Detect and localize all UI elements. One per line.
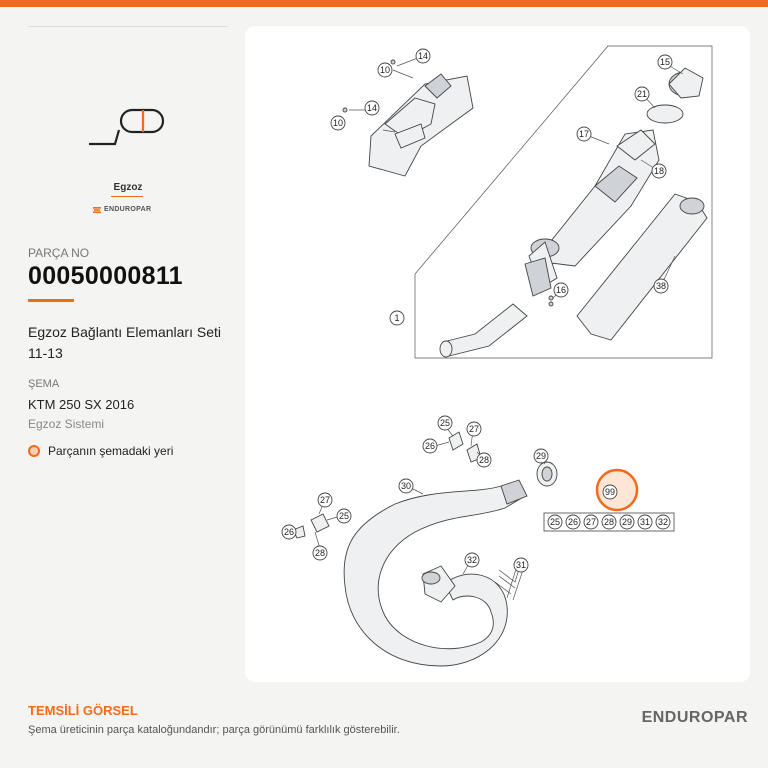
- svg-text:27: 27: [585, 517, 597, 527]
- callout-29[interactable]: [534, 449, 548, 463]
- svg-text:26: 26: [283, 527, 295, 537]
- part-number-underline: [28, 299, 74, 302]
- callout-27b[interactable]: [318, 493, 332, 507]
- svg-text:25: 25: [439, 418, 451, 428]
- callout-18[interactable]: [652, 164, 666, 178]
- bottom-assembly: [282, 416, 674, 666]
- top-assembly: [331, 46, 712, 358]
- exhaust-parts-diagram: [245, 26, 750, 682]
- footer-brand: ENDUROPAR: [641, 709, 748, 726]
- svg-text:26: 26: [567, 517, 579, 527]
- svg-text:28: 28: [478, 455, 490, 465]
- callout-16[interactable]: [554, 283, 568, 297]
- callout-26b[interactable]: [282, 525, 296, 539]
- svg-text:31: 31: [639, 517, 651, 527]
- highlight-marker-icon: [28, 445, 40, 457]
- svg-text:1: 1: [394, 313, 400, 323]
- callout-26a[interactable]: [423, 439, 437, 453]
- callout-10a[interactable]: [378, 63, 392, 77]
- kit-row: [544, 513, 674, 531]
- svg-text:15: 15: [659, 57, 671, 67]
- schema-model: KTM 250 SX 2016: [28, 397, 135, 412]
- kit-callout-27[interactable]: [584, 515, 598, 529]
- callout-17[interactable]: [577, 127, 591, 141]
- callout-27a[interactable]: [467, 422, 481, 436]
- location-legend: [28, 444, 173, 458]
- svg-text:21: 21: [636, 89, 648, 99]
- svg-text:27: 27: [468, 424, 480, 434]
- svg-text:27: 27: [319, 495, 331, 505]
- callout-15[interactable]: [658, 55, 672, 69]
- svg-text:99: 99: [604, 487, 616, 497]
- svg-text:32: 32: [657, 517, 669, 527]
- callout-38[interactable]: [654, 279, 668, 293]
- svg-text:14: 14: [417, 51, 429, 61]
- part-number-label: PARÇA NO: [28, 246, 90, 260]
- callout-10b[interactable]: [331, 116, 345, 130]
- brand-logo-icon: [93, 207, 101, 213]
- highlighted-part-99[interactable]: [597, 470, 637, 510]
- callout-14b[interactable]: [365, 101, 379, 115]
- callout-1[interactable]: [390, 311, 404, 325]
- callout-28b[interactable]: [313, 546, 327, 560]
- svg-text:16: 16: [555, 285, 567, 295]
- part-number: 00050000811: [28, 262, 183, 290]
- svg-text:18: 18: [653, 166, 665, 176]
- svg-text:28: 28: [314, 548, 326, 558]
- callout-30[interactable]: [399, 479, 413, 493]
- svg-text:30: 30: [400, 481, 412, 491]
- kit-callout-32[interactable]: [656, 515, 670, 529]
- svg-text:31: 31: [515, 560, 527, 570]
- parts-diagram-panel: [245, 26, 750, 682]
- kit-callout-29[interactable]: [620, 515, 634, 529]
- exhaust-thumbnail[interactable]: [85, 100, 175, 155]
- kit-callout-26[interactable]: [566, 515, 580, 529]
- svg-text:25: 25: [338, 511, 350, 521]
- footer-note: Şema üreticinin parça kataloğundandır; parça görünümü farklılık gösterebilir.: [28, 724, 400, 736]
- legend-text: Parçanın şemadaki yeri: [48, 444, 174, 458]
- callout-21[interactable]: [635, 87, 649, 101]
- svg-text:10: 10: [332, 118, 344, 128]
- schema-label: ŞEMA: [28, 378, 60, 390]
- brand-small-text: ENDUROPAR: [104, 206, 152, 213]
- svg-text:25: 25: [549, 517, 561, 527]
- kit-callout-28[interactable]: [602, 515, 616, 529]
- svg-text:17: 17: [578, 129, 590, 139]
- thumbnail-underline: [111, 196, 143, 197]
- kit-callout-25[interactable]: [548, 515, 562, 529]
- divider: [28, 26, 228, 27]
- callout-25b[interactable]: [337, 509, 351, 523]
- callout-25a[interactable]: [438, 416, 452, 430]
- callout-32[interactable]: [465, 553, 479, 567]
- brand-small: [93, 206, 151, 213]
- svg-text:32: 32: [466, 555, 478, 565]
- kit-callout-31[interactable]: [638, 515, 652, 529]
- callout-28a[interactable]: [477, 453, 491, 467]
- schema-system: Egzoz Sistemi: [28, 417, 105, 431]
- svg-text:26: 26: [424, 441, 436, 451]
- svg-text:29: 29: [535, 451, 547, 461]
- callout-31[interactable]: [514, 558, 528, 572]
- exhaust-thumbnail-icon: [85, 100, 175, 155]
- callout-14a[interactable]: [416, 49, 430, 63]
- part-name: Egzoz Bağlantı Elemanları Seti 11-13: [28, 324, 221, 361]
- svg-text:38: 38: [655, 281, 667, 291]
- svg-text:28: 28: [603, 517, 615, 527]
- top-accent-bar: [0, 0, 768, 7]
- svg-text:10: 10: [379, 65, 391, 75]
- footer-title: TEMSİLİ GÖRSEL: [28, 703, 138, 718]
- thumbnail-label: Egzoz: [113, 182, 143, 193]
- svg-text:29: 29: [621, 517, 633, 527]
- svg-text:14: 14: [366, 103, 378, 113]
